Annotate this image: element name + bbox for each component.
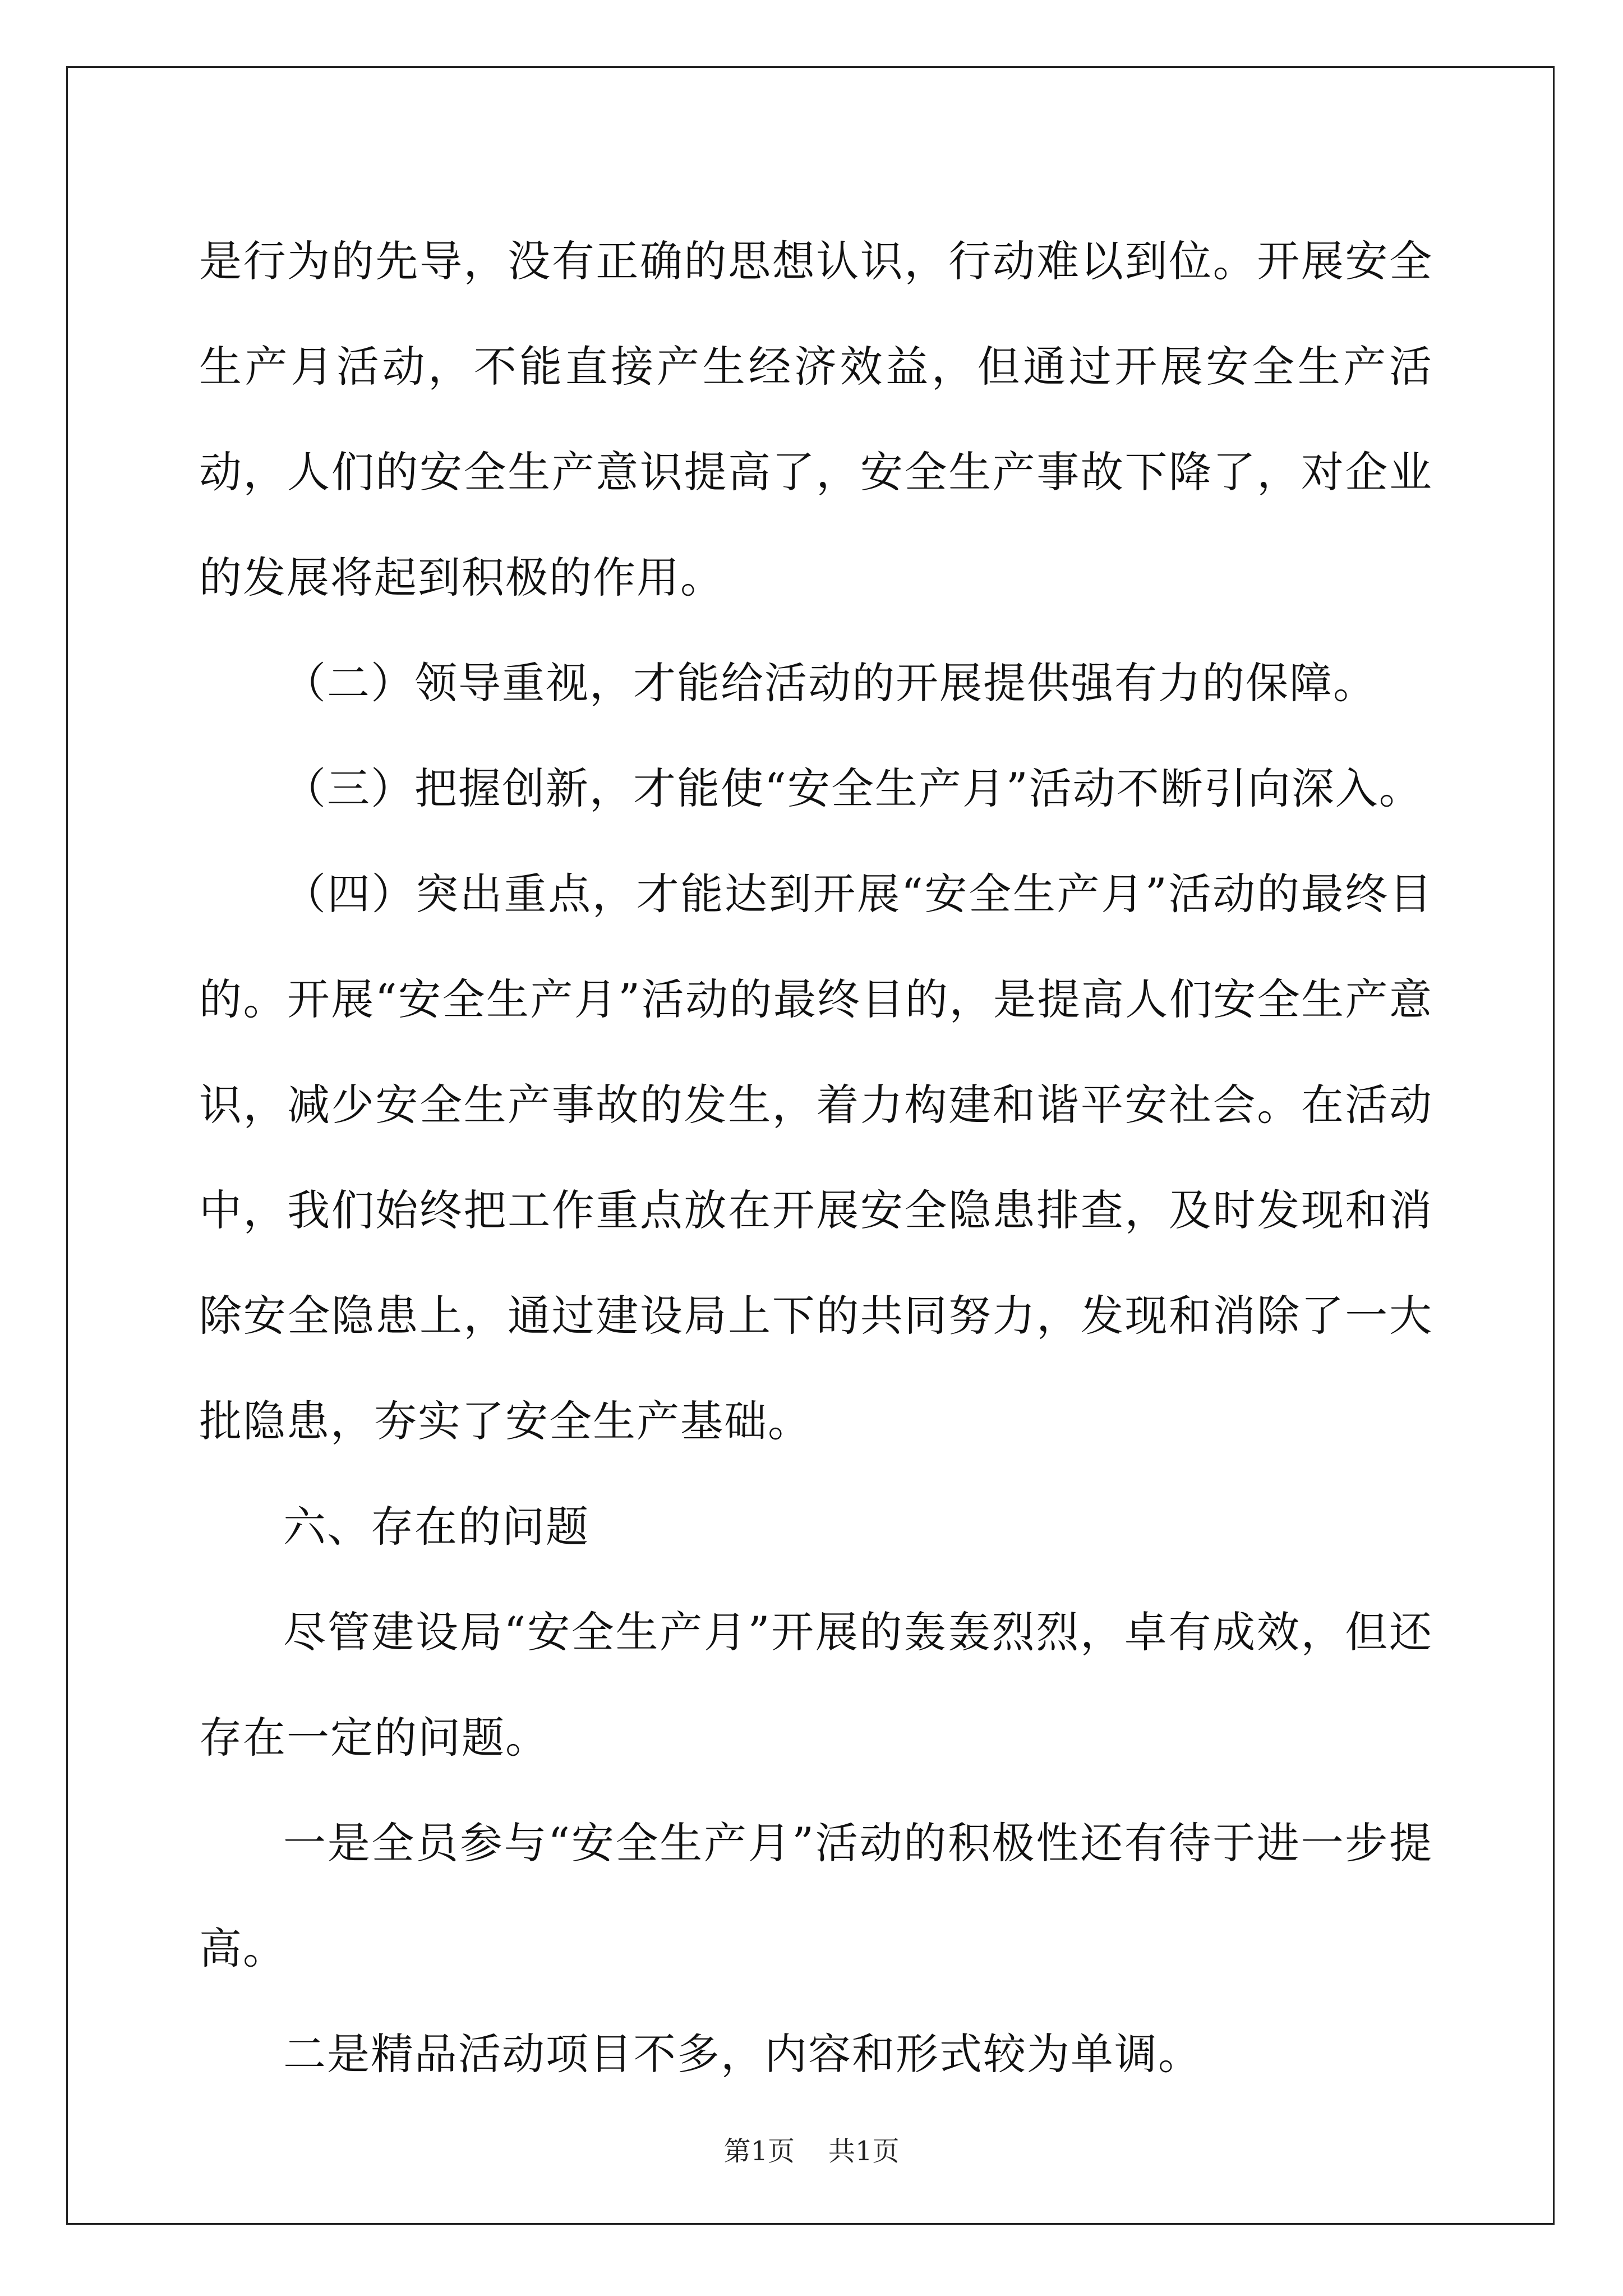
paragraph-innovation: （三）把握创新，才能使“安全生产月”活动不断引向深入。: [283, 763, 1423, 813]
paragraph-problem-one: 一是全员参与“安全生产月”活动的积极性还有待于进一步提高。: [199, 1818, 1433, 1973]
paragraph-problem-two: 二是精品活动项目不多，内容和形式较为单调。: [283, 2029, 1202, 2079]
section-heading-problems: 六、存在的问题: [283, 1502, 589, 1552]
page-footer: [0, 2134, 1623, 2168]
paragraph-continuation: 是行为的先导，没有正确的思想认识，行动难以到位。开展安全生产月活动，不能直接产生经济效益，但通过开展安全生产活动，人们的安全生产意识提高了，安全生产事故下降了，对企业的发展将起到积极的作用。: [199, 236, 1433, 602]
paragraph-leadership: （二）领导重视，才能给活动的开展提供强有力的保障。: [283, 658, 1377, 708]
page-number-current: 第1页: [723, 2136, 795, 2167]
paragraph-problems-intro: 尽管建设局“安全生产月”开展的轰轰烈烈，卓有成效，但还存在一定的问题。: [199, 1607, 1433, 1763]
document-body: [199, 209, 1433, 2107]
page-number-total: 共1页: [828, 2136, 900, 2167]
paragraph-focus: （四）突出重点，才能达到开展“安全生产月”活动的最终目的。开展“安全生产月”活动的最终目的，是提高人们安全生产意识，减少安全生产事故的发生，着力构建和谐平安社会。在活动中，我们始终把工作重点放在开展安全隐患排查，及时发现和消除安全隐患上，通过建设局上下的共同努力，发现和消除了一大批隐患，夯实了安全生产基础。: [199, 869, 1433, 1446]
